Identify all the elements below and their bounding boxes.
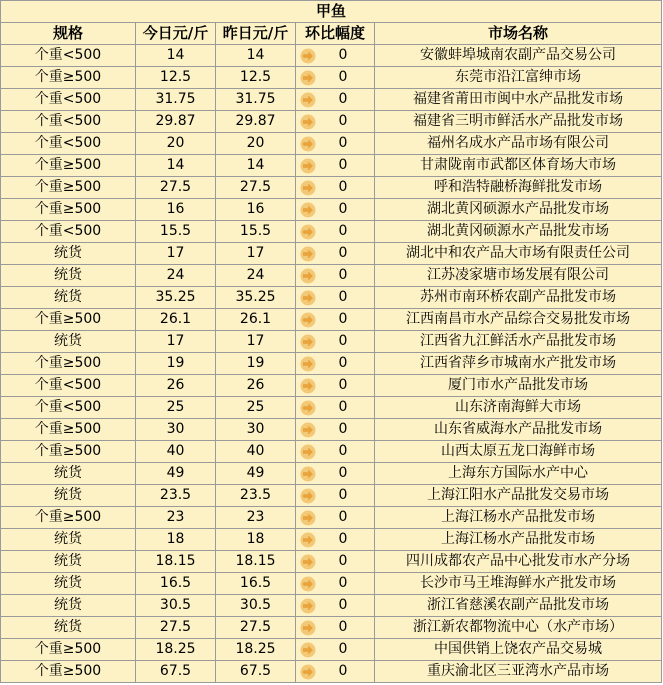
table-row xyxy=(1,375,662,397)
cell-change xyxy=(296,441,375,463)
cell-market-name: 山西太原五龙口海鲜市场 xyxy=(375,441,662,463)
cell-change xyxy=(296,507,375,529)
right-arrow-icon xyxy=(300,488,316,504)
cell-yesterday-price: 25 xyxy=(216,397,296,419)
right-arrow-icon xyxy=(300,92,316,108)
cell-change xyxy=(296,463,375,485)
right-arrow-icon xyxy=(300,598,316,614)
cell-change xyxy=(296,309,375,331)
table-row xyxy=(1,265,662,287)
right-arrow-icon xyxy=(300,400,316,416)
cell-change xyxy=(296,221,375,243)
cell-today-price: 18.15 xyxy=(136,551,216,573)
change-value: 0 xyxy=(338,179,348,195)
cell-yesterday-price: 16 xyxy=(216,199,296,221)
cell-spec: 统货 xyxy=(1,551,136,573)
table-row xyxy=(1,45,662,67)
cell-spec: 个重≥500 xyxy=(1,155,136,177)
cell-today-price: 16.5 xyxy=(136,573,216,595)
cell-spec: 统货 xyxy=(1,485,136,507)
change-value: 0 xyxy=(338,113,348,129)
table-row xyxy=(1,133,662,155)
header-spec: 规格 xyxy=(1,23,136,45)
cell-spec: 个重≥500 xyxy=(1,661,136,683)
cell-yesterday-price: 12.5 xyxy=(216,67,296,89)
right-arrow-icon xyxy=(300,48,316,64)
cell-yesterday-price: 14 xyxy=(216,45,296,67)
table-row xyxy=(1,507,662,529)
cell-today-price: 27.5 xyxy=(136,177,216,199)
cell-market-name: 东莞市沿江富绅市场 xyxy=(375,67,662,89)
change-value: 0 xyxy=(338,443,348,459)
table-row xyxy=(1,639,662,661)
cell-market-name: 呼和浩特融桥海鲜批发市场 xyxy=(375,177,662,199)
cell-today-price: 26 xyxy=(136,375,216,397)
cell-market-name: 湖北黄冈硕源水产品批发市场 xyxy=(375,221,662,243)
cell-change xyxy=(296,177,375,199)
table-row xyxy=(1,529,662,551)
right-arrow-icon xyxy=(300,444,316,460)
change-value: 0 xyxy=(338,377,348,393)
cell-spec: 个重<500 xyxy=(1,111,136,133)
cell-yesterday-price: 29.87 xyxy=(216,111,296,133)
cell-change xyxy=(296,331,375,353)
cell-yesterday-price: 30 xyxy=(216,419,296,441)
cell-yesterday-price: 27.5 xyxy=(216,617,296,639)
cell-yesterday-price: 19 xyxy=(216,353,296,375)
cell-yesterday-price: 67.5 xyxy=(216,661,296,683)
header-today-price: 今日元/斤 xyxy=(136,23,216,45)
right-arrow-icon xyxy=(300,466,316,482)
cell-change xyxy=(296,353,375,375)
change-value: 0 xyxy=(338,619,348,635)
cell-spec: 个重<500 xyxy=(1,133,136,155)
cell-change xyxy=(296,639,375,661)
cell-change xyxy=(296,287,375,309)
change-value: 0 xyxy=(338,69,348,85)
change-value: 0 xyxy=(338,487,348,503)
cell-spec: 个重≥500 xyxy=(1,507,136,529)
cell-change xyxy=(296,199,375,221)
table-row xyxy=(1,617,662,639)
cell-change xyxy=(296,551,375,573)
cell-spec: 统货 xyxy=(1,331,136,353)
right-arrow-icon xyxy=(300,158,316,174)
cell-yesterday-price: 27.5 xyxy=(216,177,296,199)
right-arrow-icon xyxy=(300,290,316,306)
cell-spec: 个重≥500 xyxy=(1,353,136,375)
cell-spec: 个重<500 xyxy=(1,397,136,419)
cell-spec: 个重≥500 xyxy=(1,639,136,661)
cell-spec: 个重<500 xyxy=(1,45,136,67)
cell-today-price: 35.25 xyxy=(136,287,216,309)
cell-market-name: 浙江新农都物流中心（水产市场） xyxy=(375,617,662,639)
cell-yesterday-price: 17 xyxy=(216,243,296,265)
change-value: 0 xyxy=(338,355,348,371)
cell-market-name: 江苏凌家塘市场发展有限公司 xyxy=(375,265,662,287)
right-arrow-icon xyxy=(300,422,316,438)
cell-today-price: 40 xyxy=(136,441,216,463)
cell-spec: 统货 xyxy=(1,529,136,551)
cell-today-price: 30 xyxy=(136,419,216,441)
cell-today-price: 30.5 xyxy=(136,595,216,617)
cell-spec: 个重≥500 xyxy=(1,67,136,89)
table-row xyxy=(1,573,662,595)
cell-change xyxy=(296,375,375,397)
header-yesterday-price: 昨日元/斤 xyxy=(216,23,296,45)
cell-market-name: 山东济南海鲜大市场 xyxy=(375,397,662,419)
cell-spec: 统货 xyxy=(1,573,136,595)
cell-change xyxy=(296,617,375,639)
change-value: 0 xyxy=(338,421,348,437)
table-row xyxy=(1,199,662,221)
cell-yesterday-price: 24 xyxy=(216,265,296,287)
cell-market-name: 上海江杨水产品批发市场 xyxy=(375,529,662,551)
change-value: 0 xyxy=(338,575,348,591)
change-value: 0 xyxy=(338,333,348,349)
cell-yesterday-price: 40 xyxy=(216,441,296,463)
cell-market-name: 江西省萍乡市城南水产批发市场 xyxy=(375,353,662,375)
cell-today-price: 24 xyxy=(136,265,216,287)
right-arrow-icon xyxy=(300,180,316,196)
cell-today-price: 15.5 xyxy=(136,221,216,243)
cell-yesterday-price: 30.5 xyxy=(216,595,296,617)
table-row xyxy=(1,331,662,353)
cell-today-price: 67.5 xyxy=(136,661,216,683)
cell-change xyxy=(296,133,375,155)
cell-today-price: 23.5 xyxy=(136,485,216,507)
cell-market-name: 福建省三明市鲜活水产品批发市场 xyxy=(375,111,662,133)
cell-yesterday-price: 23.5 xyxy=(216,485,296,507)
cell-market-name: 长沙市马王堆海鲜水产批发市场 xyxy=(375,573,662,595)
cell-change xyxy=(296,397,375,419)
cell-today-price: 31.75 xyxy=(136,89,216,111)
cell-change xyxy=(296,573,375,595)
cell-spec: 个重≥500 xyxy=(1,419,136,441)
cell-today-price: 29.87 xyxy=(136,111,216,133)
right-arrow-icon xyxy=(300,246,316,262)
table-row xyxy=(1,155,662,177)
cell-today-price: 16 xyxy=(136,199,216,221)
change-value: 0 xyxy=(338,465,348,481)
change-value: 0 xyxy=(338,245,348,261)
cell-yesterday-price: 26.1 xyxy=(216,309,296,331)
table-row xyxy=(1,243,662,265)
change-value: 0 xyxy=(338,531,348,547)
cell-market-name: 厦门市水产品批发市场 xyxy=(375,375,662,397)
cell-market-name: 山东省威海水产品批发市场 xyxy=(375,419,662,441)
right-arrow-icon xyxy=(300,378,316,394)
cell-spec: 个重≥500 xyxy=(1,309,136,331)
change-value: 0 xyxy=(338,663,348,679)
cell-market-name: 福州名成水产品市场有限公司 xyxy=(375,133,662,155)
change-value: 0 xyxy=(338,135,348,151)
cell-spec: 统货 xyxy=(1,243,136,265)
cell-today-price: 49 xyxy=(136,463,216,485)
right-arrow-icon xyxy=(300,510,316,526)
right-arrow-icon xyxy=(300,532,316,548)
change-value: 0 xyxy=(338,267,348,283)
change-value: 0 xyxy=(338,201,348,217)
cell-today-price: 14 xyxy=(136,155,216,177)
change-value: 0 xyxy=(338,91,348,107)
change-value: 0 xyxy=(338,289,348,305)
table-row xyxy=(1,177,662,199)
cell-market-name: 上海江阳水产品批发交易市场 xyxy=(375,485,662,507)
cell-today-price: 27.5 xyxy=(136,617,216,639)
table-row xyxy=(1,463,662,485)
cell-spec: 个重≥500 xyxy=(1,441,136,463)
cell-market-name: 苏州市南环桥农副产品批发市场 xyxy=(375,287,662,309)
table-row xyxy=(1,419,662,441)
cell-today-price: 14 xyxy=(136,45,216,67)
table-row xyxy=(1,67,662,89)
cell-today-price: 18.25 xyxy=(136,639,216,661)
cell-today-price: 18 xyxy=(136,529,216,551)
cell-spec: 个重≥500 xyxy=(1,177,136,199)
cell-yesterday-price: 31.75 xyxy=(216,89,296,111)
table-title: 甲鱼 xyxy=(1,1,662,23)
cell-yesterday-price: 17 xyxy=(216,331,296,353)
right-arrow-icon xyxy=(300,202,316,218)
cell-today-price: 26.1 xyxy=(136,309,216,331)
table-row xyxy=(1,287,662,309)
cell-today-price: 17 xyxy=(136,243,216,265)
cell-spec: 统货 xyxy=(1,265,136,287)
cell-spec: 个重<500 xyxy=(1,221,136,243)
change-value: 0 xyxy=(338,311,348,327)
cell-yesterday-price: 20 xyxy=(216,133,296,155)
change-value: 0 xyxy=(338,223,348,239)
table-row xyxy=(1,221,662,243)
cell-market-name: 上海江杨水产品批发市场 xyxy=(375,507,662,529)
right-arrow-icon xyxy=(300,312,316,328)
table-row xyxy=(1,551,662,573)
change-value: 0 xyxy=(338,553,348,569)
cell-spec: 统货 xyxy=(1,287,136,309)
right-arrow-icon xyxy=(300,642,316,658)
cell-market-name: 甘肃陇南市武都区体育场大市场 xyxy=(375,155,662,177)
cell-today-price: 25 xyxy=(136,397,216,419)
cell-change xyxy=(296,265,375,287)
cell-change xyxy=(296,111,375,133)
table-row xyxy=(1,89,662,111)
cell-market-name: 浙江省慈溪农副产品批发市场 xyxy=(375,595,662,617)
table-row xyxy=(1,661,662,683)
table-row xyxy=(1,485,662,507)
cell-spec: 统货 xyxy=(1,463,136,485)
table-row xyxy=(1,441,662,463)
right-arrow-icon xyxy=(300,664,316,680)
header-row xyxy=(1,23,662,45)
cell-market-name: 中国供销上饶农产品交易城 xyxy=(375,639,662,661)
title-row xyxy=(1,1,662,23)
cell-yesterday-price: 16.5 xyxy=(216,573,296,595)
right-arrow-icon xyxy=(300,334,316,350)
cell-market-name: 上海东方国际水产中心 xyxy=(375,463,662,485)
cell-market-name: 湖北中和农产品大市场有限责任公司 xyxy=(375,243,662,265)
cell-change xyxy=(296,89,375,111)
table-body xyxy=(1,45,662,683)
change-value: 0 xyxy=(338,641,348,657)
cell-market-name: 江西南昌市水产品综合交易批发市场 xyxy=(375,309,662,331)
cell-today-price: 19 xyxy=(136,353,216,375)
table-row xyxy=(1,595,662,617)
cell-today-price: 20 xyxy=(136,133,216,155)
cell-yesterday-price: 15.5 xyxy=(216,221,296,243)
cell-yesterday-price: 49 xyxy=(216,463,296,485)
right-arrow-icon xyxy=(300,70,316,86)
cell-change xyxy=(296,67,375,89)
cell-market-name: 重庆渝北区三亚湾水产品市场 xyxy=(375,661,662,683)
right-arrow-icon xyxy=(300,268,316,284)
table-row xyxy=(1,397,662,419)
change-value: 0 xyxy=(338,47,348,63)
table-row xyxy=(1,111,662,133)
cell-spec: 个重≥500 xyxy=(1,199,136,221)
cell-yesterday-price: 14 xyxy=(216,155,296,177)
cell-change xyxy=(296,661,375,683)
right-arrow-icon xyxy=(300,356,316,372)
change-value: 0 xyxy=(338,157,348,173)
right-arrow-icon xyxy=(300,136,316,152)
cell-spec: 统货 xyxy=(1,595,136,617)
cell-change xyxy=(296,243,375,265)
table-row xyxy=(1,309,662,331)
header-change: 环比幅度 xyxy=(296,23,375,45)
cell-today-price: 12.5 xyxy=(136,67,216,89)
cell-yesterday-price: 23 xyxy=(216,507,296,529)
cell-market-name: 安徽蚌埠城南农副产品交易公司 xyxy=(375,45,662,67)
cell-market-name: 江西省九江鲜活水产品批发市场 xyxy=(375,331,662,353)
right-arrow-icon xyxy=(300,554,316,570)
cell-spec: 统货 xyxy=(1,617,136,639)
cell-change xyxy=(296,595,375,617)
cell-yesterday-price: 35.25 xyxy=(216,287,296,309)
table-row xyxy=(1,353,662,375)
change-value: 0 xyxy=(338,509,348,525)
cell-market-name: 福建省莆田市闽中水产品批发市场 xyxy=(375,89,662,111)
cell-yesterday-price: 26 xyxy=(216,375,296,397)
cell-yesterday-price: 18.25 xyxy=(216,639,296,661)
cell-change xyxy=(296,485,375,507)
change-value: 0 xyxy=(338,597,348,613)
cell-market-name: 湖北黄冈硕源水产品批发市场 xyxy=(375,199,662,221)
cell-change xyxy=(296,529,375,551)
right-arrow-icon xyxy=(300,224,316,240)
right-arrow-icon xyxy=(300,576,316,592)
cell-today-price: 17 xyxy=(136,331,216,353)
cell-change xyxy=(296,419,375,441)
cell-yesterday-price: 18 xyxy=(216,529,296,551)
cell-change xyxy=(296,155,375,177)
right-arrow-icon xyxy=(300,620,316,636)
cell-yesterday-price: 18.15 xyxy=(216,551,296,573)
cell-spec: 个重<500 xyxy=(1,89,136,111)
header-market: 市场名称 xyxy=(375,23,662,45)
cell-spec: 个重<500 xyxy=(1,375,136,397)
right-arrow-icon xyxy=(300,114,316,130)
cell-market-name: 四川成都农产品中心批发市水产分场 xyxy=(375,551,662,573)
cell-change xyxy=(296,45,375,67)
cell-today-price: 23 xyxy=(136,507,216,529)
change-value: 0 xyxy=(338,399,348,415)
